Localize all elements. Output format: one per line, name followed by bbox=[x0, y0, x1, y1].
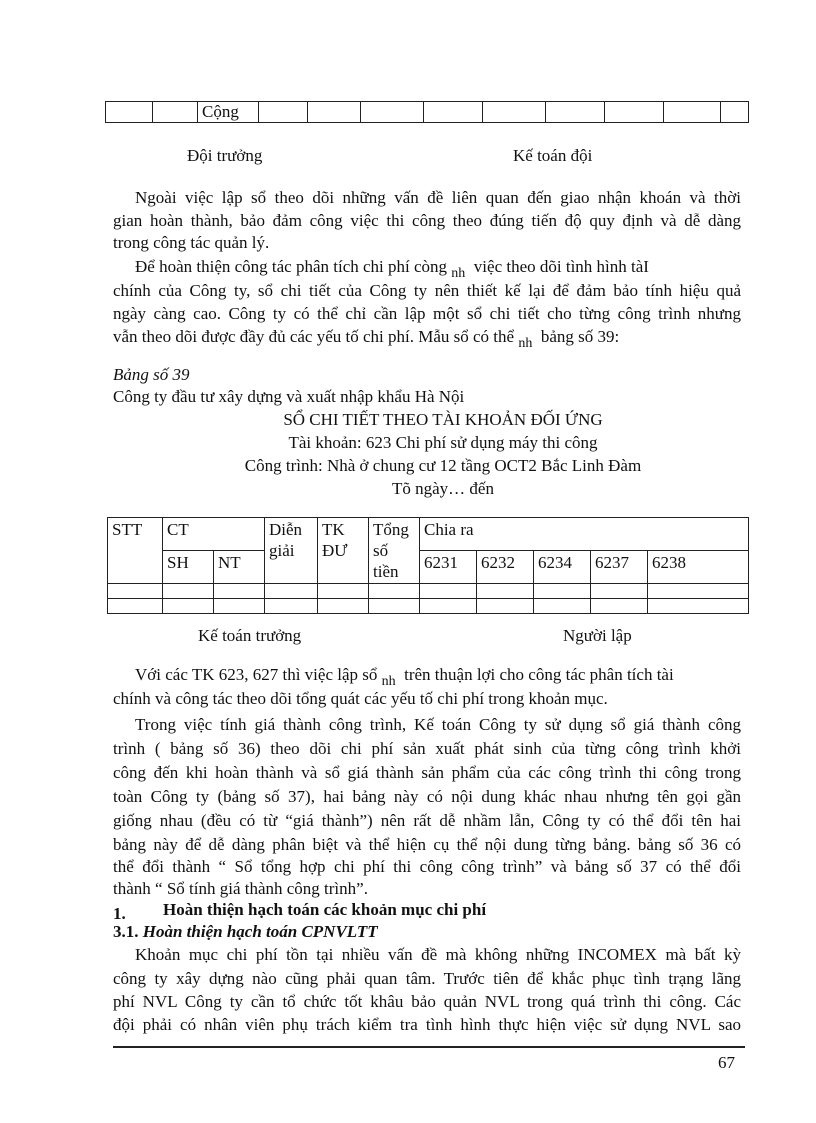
para4-line3: công đến khi hoàn thành và sổ giá thành sản phẩm của các công trình thi công trong bbox=[113, 763, 741, 782]
section-1-number: 1. bbox=[113, 904, 126, 923]
para2-l4-a: vẫn theo dõi được đầy đủ các yếu tố chi phí. Mẫu sổ có thể bbox=[113, 327, 515, 346]
para2-l4-sub: nh bbox=[518, 336, 533, 351]
header-6234: 6234 bbox=[534, 551, 591, 584]
para3-line1 bbox=[135, 664, 741, 688]
ledger-title: SỔ CHI TIẾT THEO TÀI KHOẢN ĐỐI ỨNG bbox=[283, 410, 603, 429]
para4-line1: Trong việc tính giá thành công trình, Kế toán Công ty sử dụng sổ giá thành công bbox=[135, 715, 741, 734]
account-line: Tài khoản: 623 Chi phí sử dụng máy thi công bbox=[288, 433, 598, 452]
para2-line4 bbox=[113, 326, 741, 350]
para3-l1-b: trên thuận lợi cho công tác phân tích tài bbox=[404, 665, 674, 684]
para4-line2: trình ( bảng số 36) theo dõi chi phí sản xuất phát sinh của từng công trình khởi bbox=[113, 739, 741, 758]
para4-line6: bảng này để dễ dàng phân biệt và thể hiện cụ thể nội dung từng bảng. bảng số 36 có bbox=[113, 835, 741, 854]
para4-line7: thể đổi thành “ Sổ tổng hợp chi phí thi công công trình” và bảng số 37 có thể đổi bbox=[113, 857, 741, 876]
header-dien-giai: Diễn giải bbox=[265, 518, 318, 584]
para5-line3: phí NVL Công ty cần tổ chức tốt khâu bảo quản NVL trong quá trình thi công. Các bbox=[113, 992, 741, 1011]
period-line: Tõ ngày… đến bbox=[392, 479, 494, 498]
page-number: 67 bbox=[718, 1053, 735, 1072]
header-6237: 6237 bbox=[591, 551, 648, 584]
table-number: Bảng số 39 bbox=[113, 365, 190, 384]
top-table bbox=[105, 101, 749, 123]
section-3-1-heading bbox=[113, 922, 378, 942]
para3-l1-a: Với các TK 623, 627 thì việc lập sổ bbox=[135, 665, 378, 684]
para4-line4: toàn Công ty (bảng số 37), hai bảng này có nội dung khác nhau nhưng tên gọi gần bbox=[113, 787, 741, 806]
header-6232: 6232 bbox=[477, 551, 534, 584]
header-ct: CT bbox=[163, 518, 265, 551]
para3-l1-sub: nh bbox=[381, 674, 396, 689]
para2-line3: ngày càng cao. Công ty có thể chỉ cần lập một sổ chi tiết cho từng công trình nhưng bbox=[113, 304, 741, 323]
header-stt: STT bbox=[108, 518, 163, 584]
para5-line4: đội phải có nhân viên phụ trách kiểm tra tình hình thực hiện việc sử dụng NVL sao bbox=[113, 1015, 741, 1034]
para2-l1-a: Để hoàn thiện công tác phân tích chi phí còng bbox=[135, 257, 448, 276]
header-nt: NT bbox=[214, 551, 265, 584]
para2-l1-sub: nh bbox=[451, 266, 466, 281]
ledger-table bbox=[107, 517, 749, 614]
signature-preparer: Người lập bbox=[563, 626, 632, 645]
company-name: Công ty đầu tư xây dựng và xuất nhập khẩu Hà Nội bbox=[113, 387, 465, 406]
header-6231: 6231 bbox=[420, 551, 477, 584]
project-line: Công trình: Nhà ở chung cư 12 tầng OCT2 Bắc Linh Đàm bbox=[244, 456, 642, 475]
table-row bbox=[108, 584, 749, 599]
header-tk-du: TK ĐƯ bbox=[318, 518, 369, 584]
para2-line2: chính của Công ty, sổ chi tiết của Công ty nên thiết kế lại để đảm bảo tính hiệu quả bbox=[113, 281, 741, 300]
section-3-1-title: Hoàn thiện hạch toán CPNVLTT bbox=[142, 922, 378, 941]
para4-line8: thành “ Sổ tính giá thành công trình”. bbox=[113, 879, 368, 898]
header-sh: SH bbox=[163, 551, 214, 584]
para2-line1 bbox=[135, 256, 741, 280]
para2-l4-b: bảng số 39: bbox=[540, 327, 620, 346]
para1-line1: Ngoài việc lập sổ theo dõi những vấn đề liên quan đến giao nhận khoán và thời bbox=[135, 188, 741, 207]
header-6238: 6238 bbox=[648, 551, 749, 584]
signature-chief-accountant: Kế toán trưởng bbox=[198, 626, 302, 645]
section-3-1-number: 3.1. bbox=[113, 922, 139, 941]
para2-l1-b: việc theo dõi tình hình tàI bbox=[473, 257, 649, 276]
footer-rule bbox=[113, 1046, 745, 1048]
section-1-title: Hoàn thiện hạch toán các khoản mục chi phí bbox=[163, 900, 487, 919]
para1-line2: gian hoàn thành, bảo đảm công việc thi công theo đúng tiến độ quy định và dễ dàng bbox=[113, 211, 741, 230]
para5-line1: Khoản mục chi phí tồn tại nhiều vấn đề mà không những INCOMEX mà bất kỳ bbox=[135, 945, 741, 964]
signature-team-accountant: Kế toán đội bbox=[513, 146, 593, 165]
signature-team-leader: Đội trưởng bbox=[187, 146, 263, 165]
para1-line3: trong công tác quản lý. bbox=[113, 233, 270, 252]
header-tong-so-tien: Tổng số tiền bbox=[369, 518, 420, 584]
total-label: Cộng bbox=[198, 102, 259, 123]
para4-line5: giống nhau (đều có từ “giá thành”) nên rất dễ nhầm lẫn, Công ty có thể đổi tên hai bbox=[113, 811, 741, 830]
header-chia-ra: Chia ra bbox=[420, 518, 749, 551]
para5-line2: công ty xây dựng nào cũng phải quan tâm. Trước tiên để khắc phục tình trạng lãng bbox=[113, 969, 741, 988]
para3-line2: chính và công tác theo dõi tổng quát các yếu tố chi phí trong khoản mục. bbox=[113, 689, 608, 708]
table-row bbox=[108, 599, 749, 614]
